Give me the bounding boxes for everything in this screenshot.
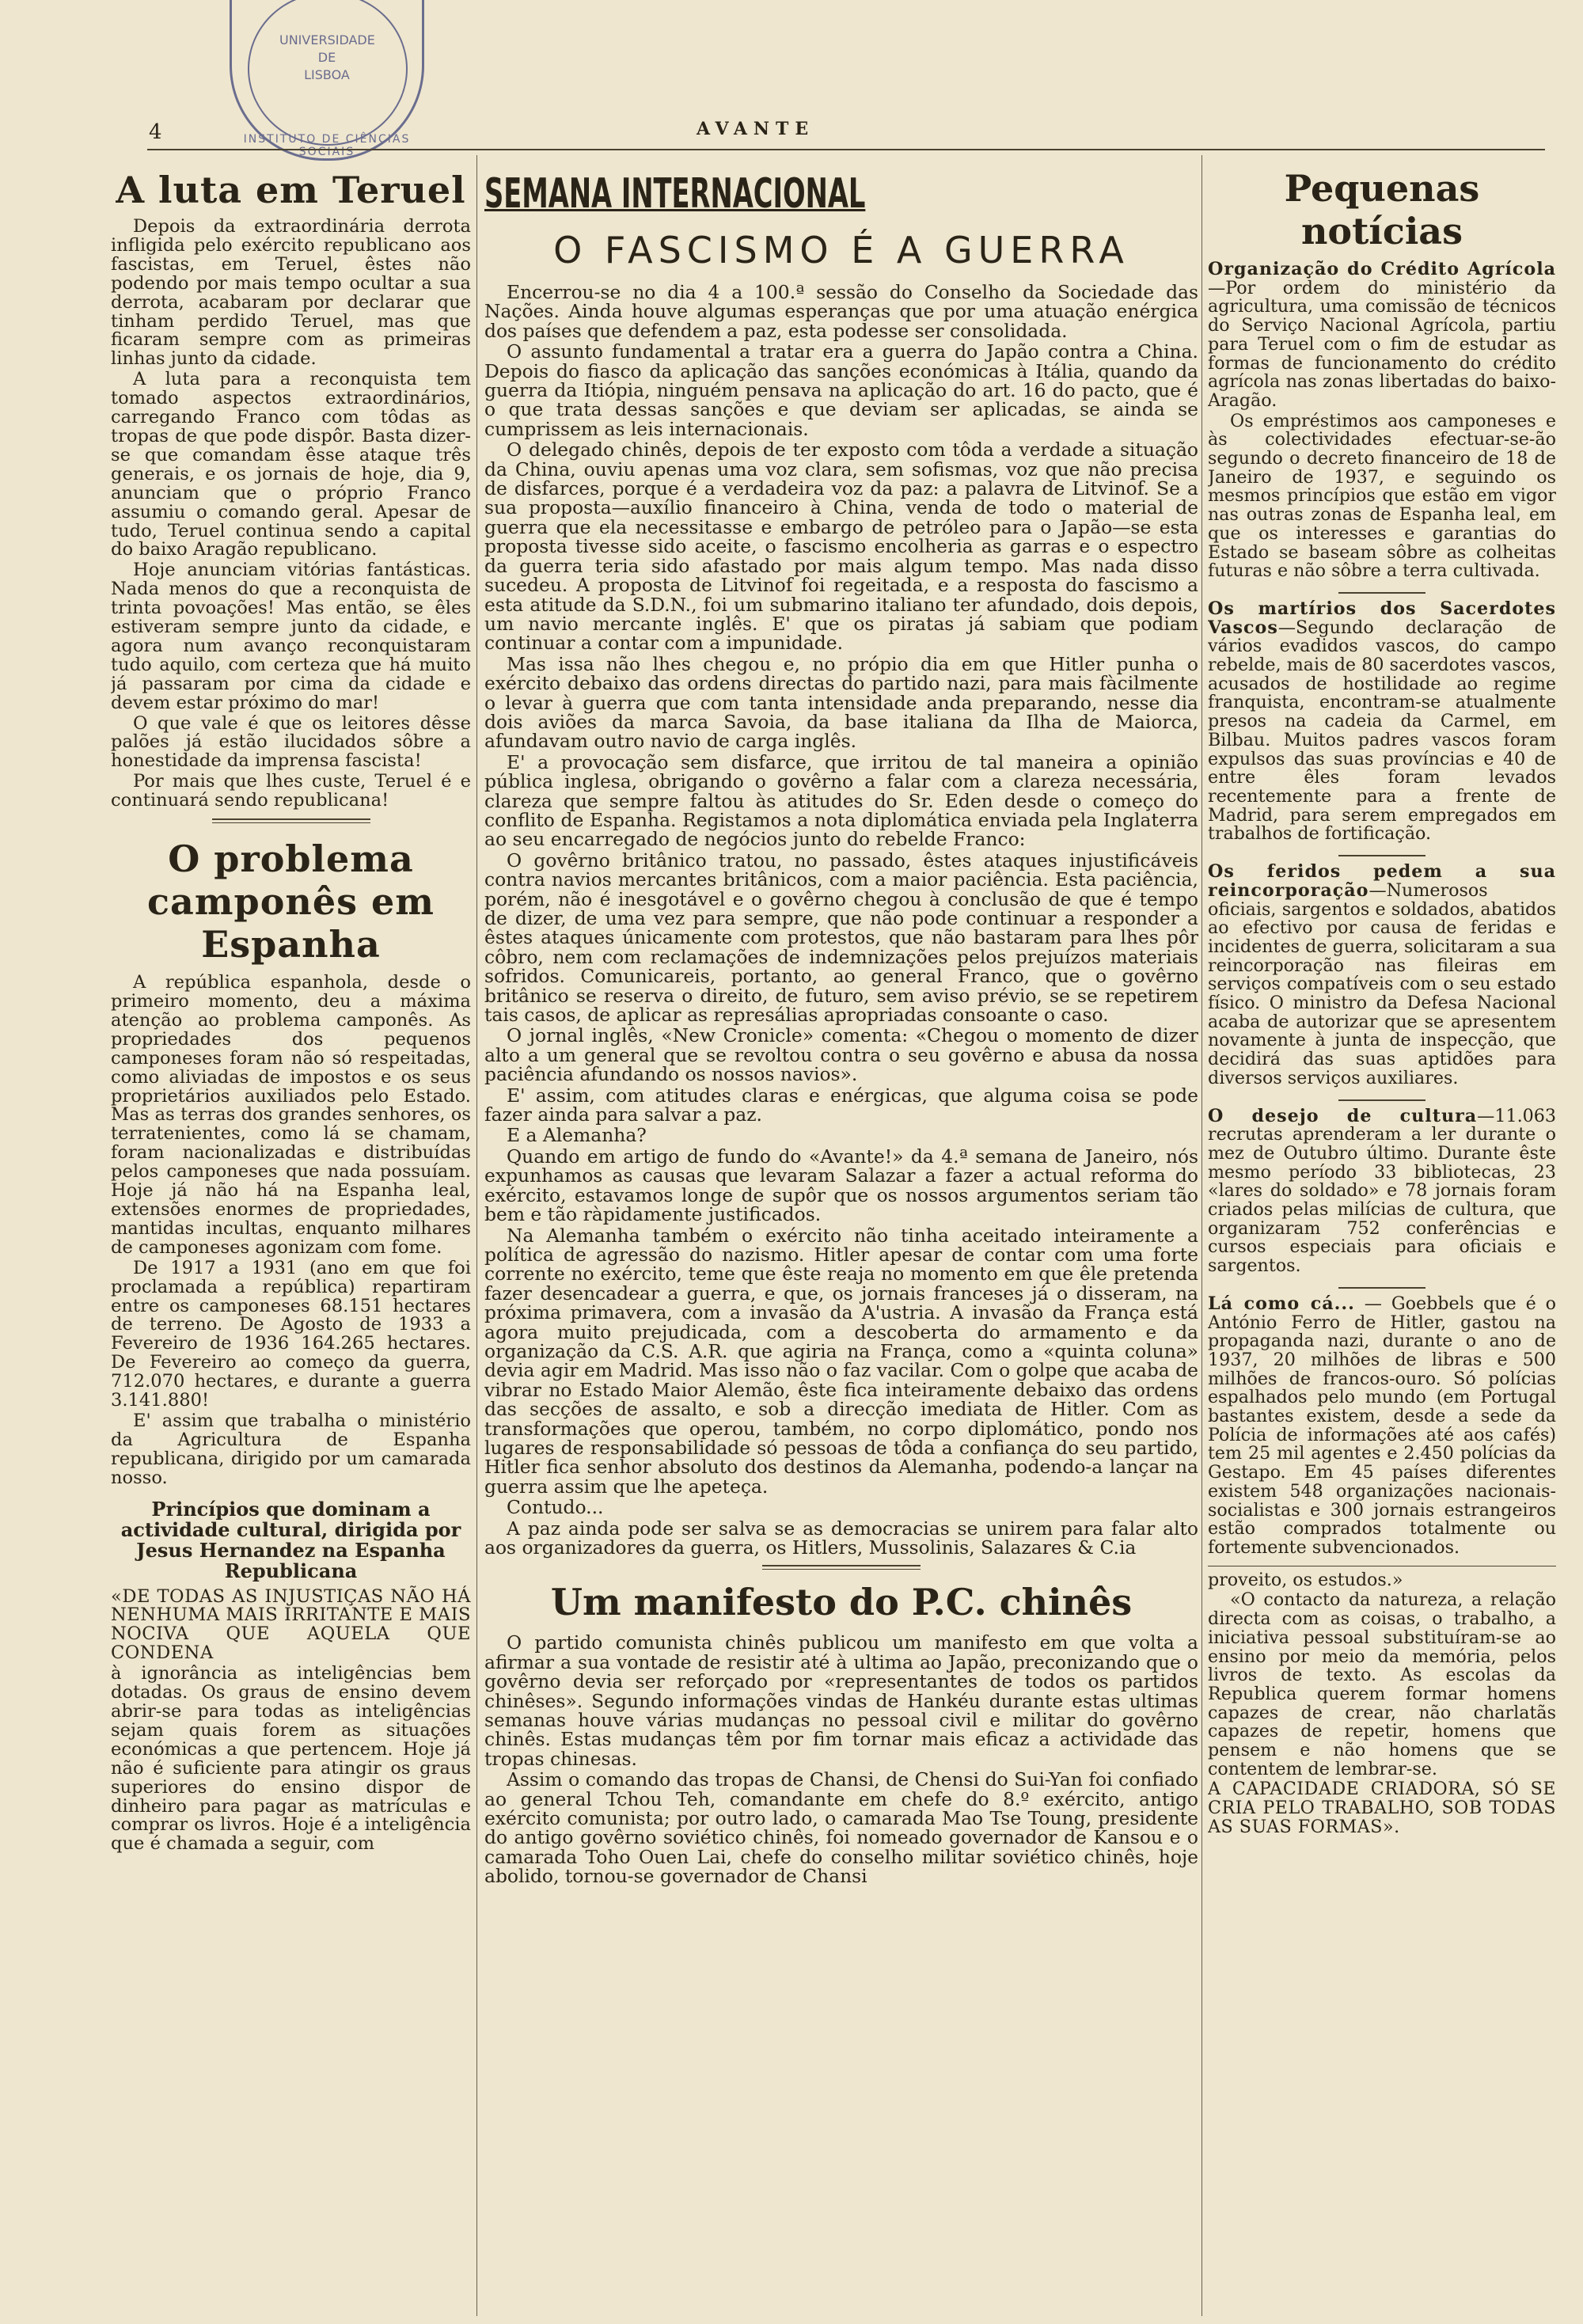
paragraph: Na Alemanha também o exército não tinha aceitado inteiramente a política de agressão do nazismo. Hitler apesar de contar com uma forte corrente no exército, teme que êste reaja no momento em que êle pretenda fazer desencadear a guerra, e que, os jornais franceses já o disseram, na próxima primavera, com a invasão da A'ustria. A invasão da França está agora muito prejudicada, com a descoberta do armamento e da organização da C.S. A.R. que agiria na França, como a «quinta coluna» devia agir em Madrid. Mas isso não o faz vacilar. Com o golpe que acaba de vibrar no Estado Maior Alemão, êste fica inteiramente debaixo das ordens das secções de assalto, e sob a direcção imediata de Hitler. Com as transformações que operou, também, no corpo diplomático, pondo nos lugares de responsabilidade só pessoas de tôda a confiança do seu partido, Hitler fica senhor absoluto dos destinos da Alemanha, podendo-a lançar na guerra assim que lhe apeteça. [484,1224,1198,1498]
paragraph: O assunto fundamental a tratar era a guerra do Japão contra a China. Depois do fiasco da aplicação das sanções económicas à Itália, quando da guerra da Itiópia, ninguém pensava na aplicação do art. 16 do pacto, que é o que trata dessas sanções e que deviam ser aplicadas, se ainda se cumprissem as leis internacionais. [484,340,1198,440]
separator [1338,855,1425,856]
right-column [1208,162,1556,2315]
news-body: —Por ordem do ministério da agricultura, uma comissão de técnicos do Serviço Nacional Agrícola, partiu para Teruel com o fim de estudar as formas de funcionamento do crédito agrícola nas zonas libertadas do baixo-Aragão. [1208,277,1556,411]
headline-teruel: A luta em Teruel [116,169,466,211]
paragraph: O delegado chinês, depois de ter exposto com tôda a verdade a situação da China, ouviu apenas uma voz clara, sem sofismas, voz que não precisa de disfarces, porque é a verdadeira voz da paz: a palavra de Litvinof. Se a sua proposta—auxílio financeiro à China, venda de todo o material de guerra que ela necessitasse e embargo de petróleo para o Japão—se esta proposta tivesse sido aceite, o fascismo encolheria as garras e o espectro da guerra teria sido afastado por mais algum tempo. Mas nada disso sucedeu. A proposta de Litvinof foi regeitada, e a resposta do fascismo a esta atitude da S.D.N., foi um submarino italiano ter afundado, dois depois, um navio mercante inglês. E' que os piratas já sabiam que podiam continuar a contar com a impunidade. [484,439,1198,655]
paragraph: Contudo... [507,1496,604,1519]
paragraph: O partido comunista chinês publicou um manifesto em que volta a afirmar a sua vontade de resistir até à ultima ao Japão, preconizando que o govêrno devia ser reforçado por «representantes de todos os partidos chinêses». Segundo informações vindas de Hankéu durante estas ultimas semanas houve várias mudanças no pessoal civil e militar do govêrno chinês. Estas mudanças têm por fim tornar mais eficaz a actividade das tropas chinesas. [484,1631,1198,1770]
news-item [1208,260,1556,411]
news-body: —Segundo declaração de vários evadidos vascos, do campo rebelde, mais de 80 sacerdotes vascos, acusados de hostilidade ao regime franquista, encontram-se atualmente presos na cadeia da Carmel, em Bilbau. Muitos padres vascos foram expulsos das suas províncias e 40 de entre êles foram levados recentemente para a frente de Madrid, para serem empregados em trabalhos de fortificação. [1208,617,1556,845]
news-item [1208,600,1556,844]
separator [1338,1099,1425,1101]
paragraph: Por mais que lhes custe, Teruel é e continuará sendo republicana! [111,771,471,811]
paragraph: O jornal inglês, «New Cronicle» comenta: «Chegou o momento de dizer alto a um general que se revoltou contra o seu govêrno e abusa da nossa paciência afundando os nossos navios». [484,1024,1198,1086]
news-lead: Os feridos pedem a sua reincorporação [1208,861,1556,901]
news-body: —Numerosos oficiais, sargentos e soldados, abatidos ao efectivo por causa de feridas e incidentes de guerra, solicitaram a sua reincorporação nas fileiras em serviços compatíveis com o seu estado físico. O ministro da Defesa Nacional acaba de autorizar que se apresentem novamente à junta de inspecção, que decidirá das suas aptidões para diversos serviços auxiliares. [1208,879,1556,1088]
paragraph: Mas issa não lhes chegou e, no própio dia em que Hitler punha o exército debaixo das ordens directas do partido nazi, para mais fàcilmente o levar à guerra que com tanta intensidade anda preparando, nesse dia dois aviões da marca Savoia, da base italiana da Ilha de Maiorca, afundavam outro navio de carga inglês. [484,652,1198,753]
headline-fascismo: O FASCISMO É A GUERRA [553,229,1129,272]
separator [1338,1287,1425,1289]
paragraph: Depois da extraordinária derrota infligida pelo exército republicano aos fascistas, em Teruel, êstes não podendo por mais tempo ocultar a sua derrota, acabaram por declarar que tinham perdido Teruel, mas que ficaram sempre com as primeiras linhas junto da cidade. [111,216,471,370]
paragraph-caps: A CAPACIDADE CRIADORA, SÓ SE CRIA PELO TRABALHO, SOB TODAS AS SUAS FORMAS». [1208,1779,1556,1837]
headline-manifesto: Um manifesto do P.C. chinês [550,1581,1133,1624]
stamp-inner-text [279,32,374,84]
paragraph: A luta para a reconquista tem tomado aspectos extraordinários, carregando Franco com tôdas as tropas de que pode dispôr. Basta dizer-se que comandam êsse ataque três generais, e os jornais de hoje, dia 9, anunciam que o próprio Franco assumiu o comando geral. Apesar de tudo, Teruel continua sendo a capital do baixo Aragão republicano. [111,369,471,560]
stamp-line: UNIVERSIDADE [279,32,375,47]
paragraph: De 1917 a 1931 (ano em que foi proclamada a república) repartiram entre os camponeses 68.151 hectares de terreno. De Agosto de 1933 a Fevereiro de 1936 164.265 hectares. De Fevereiro ao começo da guerra, 712.070 hectares, e durante a guerra 3.141.880! [111,1257,471,1411]
paragraph: O que vale é que os leitores dêsse palões já estão ilucidados sôbre a honestidade da imprensa fascista! [111,712,471,772]
paragraph: «O contacto da natureza, a relação directa com as coisas, o trabalho, a iniciativa pessoal substituíram-se ao ensino por meio da memória, pelos livros de texto. As escolas da Republica querem formar homens capazes de crear, não charlatãs capazes de repetir, homens que pensem e não homens que se contentem de lembrar-se. [1208,1589,1556,1779]
separator [212,818,370,823]
headline-pequenas-noticias: Pequenas notícias [1284,167,1480,253]
news-item [1208,1295,1556,1558]
stamp-ring-text: INSTITUTO DE CIÊNCIAS SOCIAIS [243,133,411,158]
paragraph: Quando em artigo de fundo do «Avante!» da 4.ª semana de Janeiro, nós expunhamos as causas que levaram Salazar a fazer a actual reforma do exército, estavamos longe de supôr que os nossos argumentos seriam tão bem e tão ràpidamente justificados. [484,1145,1198,1226]
news-item [1208,1107,1556,1276]
page-number: 4 [149,120,162,144]
news-lead: Lá como cá... [1208,1293,1355,1314]
separator [1338,592,1425,594]
paragraph: Hoje anunciam vitórias fantásticas. Nada menos do que a reconquista de trinta povoações! Mas então, se êles estiveram sempre junto da cidade, e agora num avanço reconquistaram tudo aquilo, com certeza que há muito já passaram por cima da cidade e devem estar próximo do mar! [111,560,471,713]
masthead: AVANTE [697,119,815,139]
news-body: — Goebbels que é o António Ferro de Hitler, gastou na propaganda nazi, durante o ano de 1937, 20 milhões de libras e 500 milhões de francos-ouro. Só polícias espalhados pelo mundo (em Portugal bastantes existem, desde a sede da Polícia de informações até aos cafés) tem 25 mil agentes e 2.450 polícias da Gestapo. Em 45 países diferentes existem 548 organizações nacionais-socialistas e 300 jornais estrangeiros estão comprados totalmente ou fortemente subvencionados. [1208,1293,1556,1558]
separator [762,1565,921,1570]
column-divider [1201,155,1202,2316]
paragraph: E' assim, com atitudes claras e enérgicas, que alguma coisa se pode fazer ainda para salvar a paz. [484,1084,1198,1126]
paragraph: Encerrou-se no dia 4 a 100.ª sessão do Conselho da Sociedade das Nações. Ainda houve algumas esperanças que por uma atuação enérgica dos países que defendem a paz, esta podesse ser consolidada. [484,281,1198,342]
top-rule [147,149,1545,150]
paragraph-caps: «DE TODAS AS INJUSTIÇAS NÃO HÁ NENHUMA MAIS IRRITANTE E MAIS NOCIVA QUE AQUELA QUE CONDENA [111,1585,471,1664]
article-camponeses [111,974,471,1487]
article-fascismo [484,283,1198,1557]
headline-cultura: Princípios que dominam a actividade cultural, dirigida por Jesus Hernandez na Espanha Republicana [120,1497,461,1582]
paragraph: A paz ainda pode ser salva se as democracias se unirem para falar alto aos organizadores da guerra, os Hitlers, Mussolinis, Salazares & C.ia [484,1517,1198,1559]
middle-column [484,162,1198,2315]
article-manifesto [484,1631,1198,1888]
article-teruel [111,218,471,811]
news-lead: Organização do Crédito Agrícola [1208,259,1556,279]
section-kicker: SEMANA INTERNACIONAL [484,170,866,218]
library-stamp [230,0,424,161]
headline-camponeses: O problema camponês em Espanha [147,837,435,966]
continuation-text: proveito, os estudos.» [1208,1569,1403,1590]
stamp-line: DE [317,50,336,65]
column-divider [476,155,477,2316]
paragraph: E' assim que trabalha o ministério da Agricultura de Espanha republicana, dirigido por um camarada nosso. [111,1410,471,1488]
paragraph: E' a provocação sem disfarce, que irritou de tal maneira a opinião pública inglesa, obrigando o govêrno a falar com a clareza necessária, clareza que sempre faltou às atitudes do Sr. Eden desde o começo do conflito de Espanha. Registamos a nota diplomática enviada pela Inglaterra ao seu encarregado de negócios junto do rebelde Franco: [484,750,1198,851]
news-body: —11.063 recrutas aprenderam a ler durante o mez de Outubro último. Durante êste mesmo período 33 bibliotecas, 23 «lares do soldado» e 78 jornais foram criados pelas milícias de cultura, que organizaram 752 conferências e cursos especiais para oficiais e sargentos. [1208,1105,1556,1277]
paragraph: Assim o comando das tropas de Chansi, de Chensi do Sui-Yan foi confiado ao general Tchou Teh, comandante em chefe do 8.º exército, antigo exército comunista; por outro lado, o camarada Mao Tse Toung, presidente do antigo govêrno soviético chinês, foi nomeado governador de Kansou e o camarada Toho Ouen Lai, chefe do conselho militar soviético chinês, hoje abolido, tornou-se governador de Chansi [484,1768,1198,1888]
news-lead: Os martírios dos Sacerdotes Vascos [1208,598,1556,638]
stamp-line: LISBOA [304,67,350,82]
left-column [111,162,471,2315]
news-item [1208,863,1556,1088]
paragraph: à ignorância as inteligências bem dotadas. Os graus de ensino devem abrir-se para todas as inteligências sejam quais forem as situações económicas a que pertencem. Hoje já não é suficiente para atingir os graus superiores do ensino dispor de dinheiro para pagar as matrículas e comprar os livros. Hoje é a inteligência que é chamada a seguir, com [111,1663,471,1855]
paragraph: O govêrno britânico tratou, no passado, êstes ataques injustificáveis contra navios mercantes britânicos, com a maior paciência. Esta paciência, porém, não é inesgotável e o govêrno chegou à conclusão de que é tempo de dizer, de uma vez para sempre, que não pode continuar a responder a êstes ataques únicamente com protestos, que não bastaram para lhes pôr côbro, nem com reclamações de indemnizações pelos prejuízos materiais sofridos. Comunicareis, portanto, ao general Franco, que o govêrno britânico se reserva o direito, de futuro, sem aviso prévio, se se repetirem tais casos, de aplicar as represálias apropriadas consoante o caso. [484,849,1198,1027]
paragraph: Os empréstimos aos camponeses e às colectividades efectuar-se-ão segundo o decreto financeiro de 18 de Janeiro de 1937, e seguindo os mesmos princípios que estão em vigor nas outras zonas de Espanha leal, em que os interesses e garantias do Estado se baseam sôbre as colheitas futuras e não sôbre a terra cultivada. [1208,410,1556,582]
paragraph: E a Alemanha? [507,1124,647,1147]
news-lead: O desejo de cultura [1208,1105,1478,1126]
paragraph: A república espanhola, desde o primeiro momento, deu a máxima atenção ao problema camponês. As propriedades dos pequenos camponeses foram não só respeitadas, como aliviadas de impostos e os seus proprietários auxiliados pelo Estado. Mas as terras dos grandes senhores, os terratenientes, como lá se chamam, foram nacionalizadas e distribuídas pelos camponeses que nada possuíam. Hoje já não há na Espanha leal, extensões enormes de propriedades, mantidas incultas, enquanto milhares de camponeses agonizam com fome. [111,972,471,1258]
